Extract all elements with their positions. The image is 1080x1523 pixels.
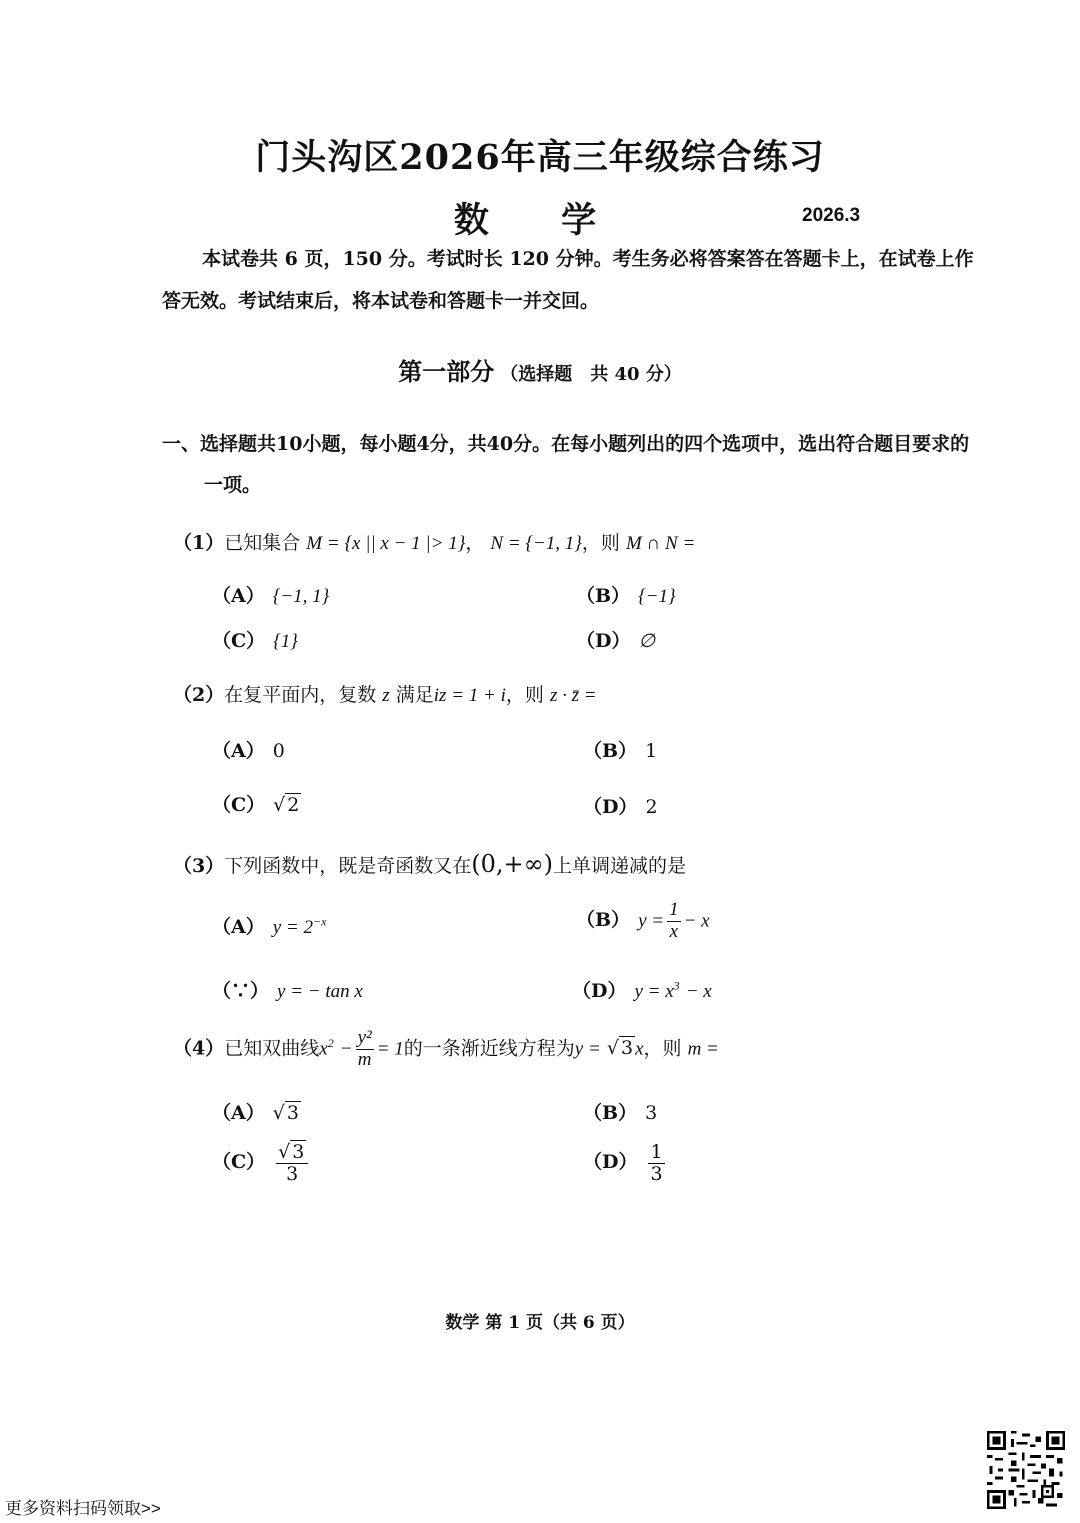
option-value: {1}	[273, 631, 298, 652]
qr-finder-top-left	[987, 1431, 1006, 1450]
option-label: （D）	[572, 980, 627, 1002]
option-label: （A）	[212, 740, 265, 762]
promo-text[interactable]: 更多资料扫码领取>>	[5, 1499, 161, 1518]
question-text: 的一条渐近线方程为	[403, 1037, 575, 1060]
sqrt-expression: √ 3	[606, 1037, 634, 1060]
option-value: 3	[645, 1102, 658, 1124]
fraction	[356, 1028, 374, 1071]
minus-sign: −	[339, 1038, 353, 1060]
part-heading	[0, 352, 1080, 387]
radicand: 3	[292, 1141, 305, 1163]
math-expression: z · z̄ =	[549, 685, 597, 706]
radicand: 3	[286, 1102, 299, 1124]
option-label: （A）	[212, 1102, 265, 1124]
section-heading-line-2: 一项。	[204, 474, 262, 496]
question-3-option-a[interactable]	[212, 912, 326, 939]
question-2-option-a[interactable]	[212, 736, 285, 763]
question-number: （1）	[173, 532, 225, 554]
numerator: √ 3	[276, 1142, 308, 1164]
question-number: （2）	[173, 684, 225, 706]
option-label: （A）	[212, 585, 265, 607]
math-expression: m =	[687, 1038, 719, 1060]
math-set-n: N = {−1, 1}	[490, 533, 582, 554]
question-4-option-a[interactable]	[212, 1098, 301, 1125]
page-footer: 数学 第 1 页（共 6 页）	[445, 1313, 635, 1333]
option-value: ∅	[638, 631, 656, 652]
fraction	[667, 900, 681, 943]
option-label: （∵）	[212, 980, 270, 1002]
denominator: m	[357, 1048, 372, 1070]
equals-one: = 1	[376, 1038, 404, 1060]
sqrt-expression: √ 2	[273, 794, 300, 816]
numerator: 1	[669, 899, 679, 920]
option-label: （A）	[212, 916, 265, 938]
exam-date: 2026.3	[802, 205, 861, 226]
question-4-stem	[173, 1028, 719, 1071]
numerator: 1	[650, 1141, 663, 1163]
math-set-m: M = {x || x − 1 |> 1}	[306, 533, 466, 554]
option-value: 0	[272, 740, 285, 762]
math-variable: z	[382, 685, 390, 706]
option-label: （D）	[583, 796, 638, 818]
fraction	[648, 1142, 664, 1185]
option-value: {−1}	[638, 586, 676, 607]
numerator: y²	[357, 1027, 372, 1048]
option-value: 1	[645, 740, 658, 762]
question-3-option-d[interactable]	[572, 976, 712, 1003]
question-number: （4）	[173, 1037, 225, 1060]
option-label: （B）	[576, 909, 631, 932]
question-2-option-d[interactable]	[583, 792, 658, 819]
math-expression: iz = 1 + i	[433, 685, 506, 706]
option-suffix: − x	[683, 910, 710, 932]
math-interval: (0,+∞)	[471, 850, 553, 878]
option-value: y = x	[634, 981, 674, 1002]
qr-code-icon[interactable]	[987, 1431, 1065, 1509]
denominator: x	[669, 920, 679, 942]
sqrt-expression: √ 3	[272, 1102, 299, 1124]
question-4-option-d[interactable]	[583, 1142, 668, 1185]
question-text: 在复平面内，复数	[224, 684, 377, 706]
question-3-option-c[interactable]	[212, 976, 363, 1003]
denominator: 3	[650, 1162, 663, 1185]
part-title: 第一部分	[398, 357, 495, 386]
radicand: 3	[620, 1037, 634, 1060]
line-suffix: x	[635, 1038, 644, 1060]
question-number: （3）	[173, 855, 225, 877]
question-text: 已知集合	[224, 532, 301, 554]
fraction	[276, 1142, 308, 1185]
instructions-line-2: 答无效。考试结束后，将本试卷和答题卡一并交回。	[162, 290, 600, 312]
qr-finder-top-right	[1046, 1431, 1065, 1450]
question-4-option-b[interactable]	[583, 1098, 657, 1125]
question-2-stem	[173, 680, 597, 707]
denominator: 3	[286, 1162, 299, 1185]
option-label: （B）	[583, 740, 638, 762]
question-1-option-d[interactable]	[576, 626, 655, 653]
question-text: 已知双曲线	[224, 1037, 320, 1060]
exponent: −x	[313, 914, 327, 929]
part-subtitle: （选择题 共 40 分）	[500, 364, 682, 385]
option-label: （C）	[212, 1151, 266, 1174]
option-label: （B）	[576, 585, 631, 607]
question-2-option-b[interactable]	[583, 736, 657, 763]
exponent: 3	[673, 978, 680, 993]
section-heading-line-1: 一、选择题共10小题，每小题4分，共40分。在每小题列出的四个选项中，选出符合题目要求的	[162, 433, 970, 455]
option-value: {−1, 1}	[272, 586, 330, 607]
option-value: y = 2	[272, 917, 314, 938]
separator: ，	[465, 532, 485, 554]
option-label: （B）	[583, 1102, 638, 1124]
question-text: 满足	[395, 684, 434, 706]
question-1-stem	[173, 528, 695, 555]
option-label: （D）	[583, 1151, 638, 1174]
option-suffix: − x	[685, 981, 712, 1002]
option-value: y = − tan x	[277, 981, 363, 1002]
exponent: 2	[327, 1036, 334, 1051]
question-2-option-c[interactable]	[212, 790, 301, 817]
option-label: （C）	[212, 630, 266, 652]
question-text: 下列函数中，既是奇函数又在	[224, 855, 472, 877]
section-heading	[162, 424, 1008, 506]
option-prefix: y =	[638, 910, 665, 932]
question-4-option-c[interactable]	[212, 1142, 311, 1185]
question-3-stem	[173, 850, 686, 878]
math-variable: x	[319, 1038, 328, 1060]
question-text: 上单调递减的是	[552, 855, 686, 877]
question-text: ，则	[505, 684, 544, 706]
option-value: 2	[645, 796, 658, 818]
option-label: （D）	[576, 630, 631, 652]
subject-heading: 数 学	[453, 200, 627, 241]
question-1-option-b[interactable]	[576, 581, 676, 608]
question-text: ，则	[643, 1037, 682, 1060]
line-prefix: y =	[574, 1038, 601, 1060]
exam-title: 门头沟区2026年高三年级综合练习	[255, 137, 825, 178]
math-expression: M ∩ N =	[625, 533, 696, 554]
question-1-option-c[interactable]	[212, 626, 298, 653]
option-label: （C）	[212, 794, 266, 816]
question-1-option-a[interactable]	[212, 581, 329, 608]
question-3-option-b[interactable]	[576, 900, 710, 943]
radicand: 2	[287, 794, 300, 816]
qr-finder-bottom-left	[987, 1490, 1006, 1509]
question-text: ，则	[581, 532, 620, 554]
instructions-line-1: 本试卷共 6 页，150 分。考试时长 120 分钟。考生务必将答案答在答题卡上，在试卷上作	[202, 248, 974, 270]
